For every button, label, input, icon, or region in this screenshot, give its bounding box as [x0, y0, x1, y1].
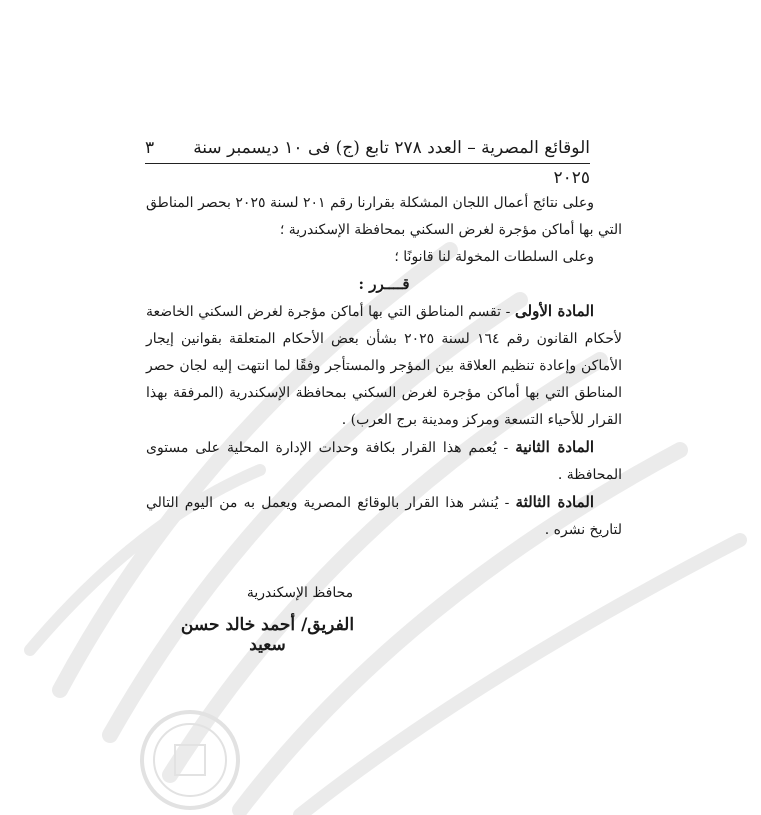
article-3-text: - يُنشر هذا القرار بالوقائع المصرية ويعمل به من اليوم التالي لتاريخ نشره . [146, 495, 622, 538]
article-1-label: المادة الأولى [515, 302, 595, 320]
page-number: ٣ [145, 138, 155, 158]
article-1 [146, 298, 622, 434]
article-2-label: المادة الثانية [515, 438, 594, 456]
header-title: الوقائع المصرية – العدد ٢٧٨ تابع (ج) فى ١٠ ديسمبر سنة ٢٠٢٥ [193, 138, 590, 188]
preamble-paragraph-2: وعلى السلطات المخولة لنا قانونًا ؛ [394, 249, 594, 265]
article-1-text: - تقسم المناطق التي بها أماكن مؤجرة لغرض السكني الخاضعة لأحكام القانون رقم ١٦٤ لسنة ٢٠٢٥ بشأن بعض الأحكام المتعلقة بقوانين إيجار الأماكن وإعادة تنظيم العلاقة بين المؤجر والمستأجر وفقًا لما انتهت إليه لجان حصر المناطق التي بها أماكن مؤجرة لغرض السكني بمحافظة الإسكندرية (المرفقة بهذا القرار للأحياء التسعة ومركز ومدينة برج العرب) . [146, 304, 622, 428]
signature-title: محافظ الإسكندرية [246, 585, 354, 601]
article-3 [146, 489, 622, 544]
decree-heading: قــــرر : [358, 275, 410, 293]
article-2 [146, 434, 622, 489]
article-2-text: - يُعمم هذا القرار بكافة وحدات الإدارة المحلية على مستوى المحافظة . [146, 440, 622, 483]
document-body [146, 190, 622, 544]
article-3-label: المادة الثالثة [515, 493, 594, 511]
signature-name: الفريق/ أحمد خالد حسن سعيد [180, 615, 355, 655]
preamble-paragraph-1: وعلى نتائج أعمال اللجان المشكلة بقرارنا رقم ٢٠١ لسنة ٢٠٢٥ بحصر المناطق التي بها أماكن مؤجرة لغرض السكني بمحافظة الإسكندرية ؛ [146, 195, 622, 238]
page-header [145, 133, 590, 188]
